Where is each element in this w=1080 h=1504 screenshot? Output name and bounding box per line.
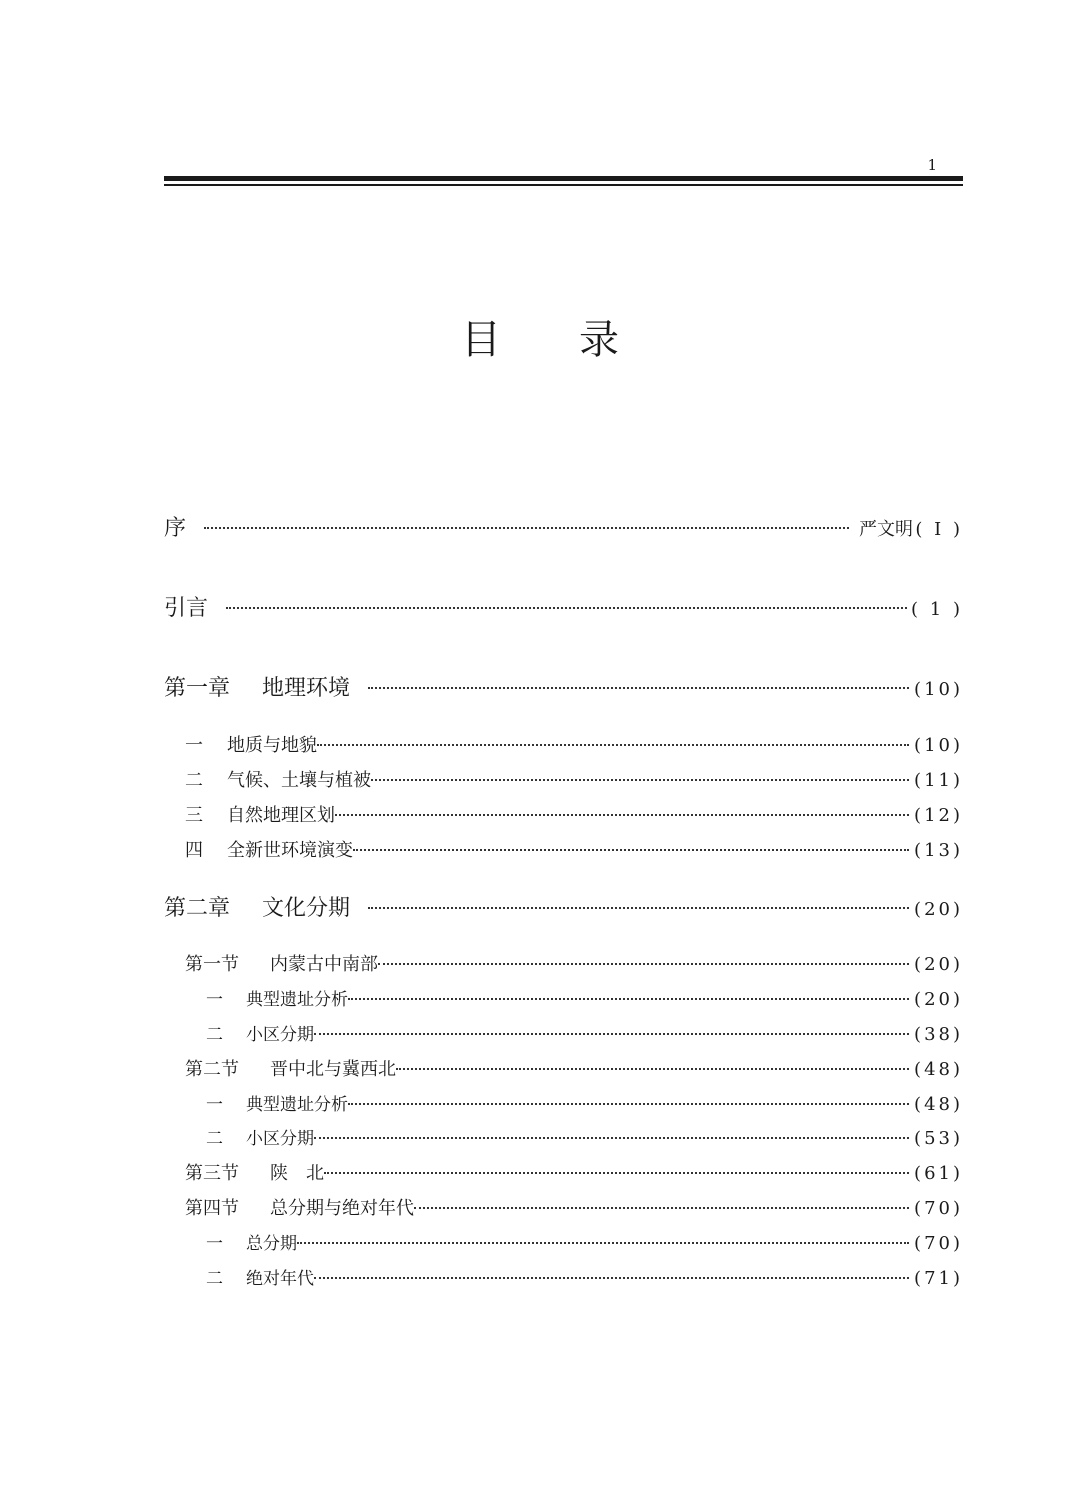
toc-entry-2-1-2[interactable]	[164, 1022, 963, 1048]
toc-page: (71)	[914, 1268, 963, 1289]
leader-dots	[396, 1068, 909, 1070]
toc-entry-2-2-2[interactable]	[164, 1126, 963, 1152]
toc-page: (48)	[914, 1094, 963, 1115]
toc-number: 第一节	[185, 954, 239, 975]
leader-dots	[378, 963, 909, 965]
toc-number: 二	[185, 770, 203, 791]
toc-label: 总分期	[246, 1234, 297, 1254]
toc-entry-1-1[interactable]	[164, 733, 963, 759]
leader-dots	[226, 607, 907, 609]
toc-label: 典型遗址分析	[246, 990, 348, 1010]
leader-dots	[348, 998, 909, 1000]
toc-number: 一	[185, 735, 203, 756]
toc-page: (61)	[914, 1163, 963, 1184]
leader-dots	[353, 849, 909, 851]
toc-label: 小区分期	[246, 1129, 314, 1149]
toc-page: (53)	[914, 1128, 963, 1149]
toc-entry-intro[interactable]	[164, 594, 963, 624]
toc-label: 晋中北与冀西北	[270, 1059, 396, 1080]
toc-entry-chapter-1[interactable]	[164, 674, 963, 704]
toc-number: 第二节	[185, 1059, 239, 1080]
toc-entry-2-1-1[interactable]	[164, 987, 963, 1013]
leader-dots	[324, 1172, 909, 1174]
leader-dots	[314, 1137, 909, 1139]
toc-entry-section-3[interactable]	[164, 1161, 963, 1187]
leader-dots	[335, 814, 909, 816]
toc-page: (20)	[914, 899, 963, 920]
toc-number: 四	[185, 840, 203, 861]
toc-page: (13)	[914, 840, 963, 861]
toc-entry-chapter-2[interactable]	[164, 894, 963, 924]
toc-number: 第四节	[185, 1198, 239, 1219]
header-rule-thin	[164, 184, 963, 186]
toc-page: (70)	[914, 1198, 963, 1219]
toc-entry-section-1[interactable]	[164, 952, 963, 978]
toc-number: 一	[206, 990, 223, 1010]
toc-label: 地质与地貌	[227, 735, 317, 756]
leader-dots	[314, 1277, 909, 1279]
leader-dots	[368, 687, 909, 689]
toc-entry-1-2[interactable]	[164, 768, 963, 794]
toc-entry-section-4[interactable]	[164, 1196, 963, 1222]
toc-entry-2-2-1[interactable]	[164, 1092, 963, 1118]
header-rule-thick	[164, 176, 963, 181]
toc-number: 一	[206, 1234, 223, 1254]
toc-entry-preface[interactable]	[164, 514, 963, 544]
toc-label: 小区分期	[246, 1025, 314, 1045]
toc-author: 严文明	[859, 519, 913, 540]
toc-number: 三	[185, 805, 203, 826]
toc-entry-1-3[interactable]	[164, 803, 963, 829]
toc-page: (10)	[914, 735, 963, 756]
toc-label: 绝对年代	[246, 1269, 314, 1289]
toc-number: 二	[206, 1025, 223, 1045]
leader-dots	[317, 744, 909, 746]
toc-page: (10)	[914, 679, 963, 700]
toc-page: (48)	[914, 1059, 963, 1080]
toc-page: (70)	[914, 1233, 963, 1254]
toc-label: 全新世环境演变	[227, 840, 353, 861]
toc-entry-2-4-1[interactable]	[164, 1231, 963, 1257]
toc-number: 二	[206, 1129, 223, 1149]
toc-page: (38)	[914, 1024, 963, 1045]
page-title: 目录	[461, 317, 697, 363]
toc-label: 地理环境	[262, 676, 351, 701]
toc-entry-2-4-2[interactable]	[164, 1266, 963, 1292]
toc-number: 第一章	[164, 676, 231, 701]
toc-label: 气候、土壤与植被	[227, 770, 371, 791]
toc-number: 二	[206, 1269, 223, 1289]
toc-number: 一	[206, 1095, 223, 1115]
leader-dots	[414, 1207, 909, 1209]
toc-page: (11)	[914, 770, 963, 791]
toc-page: ( 1 )	[911, 599, 963, 620]
leader-dots	[368, 907, 909, 909]
toc-label: 内蒙古中南部	[270, 954, 378, 975]
toc-label: 陕 北	[270, 1163, 324, 1184]
toc-entry-section-2[interactable]	[164, 1057, 963, 1083]
toc-page: (20)	[914, 954, 963, 975]
toc-label: 文化分期	[262, 896, 351, 921]
toc-entry-1-4[interactable]	[164, 838, 963, 864]
toc-label: 引言	[164, 596, 209, 621]
toc-number: 第二章	[164, 896, 231, 921]
leader-dots	[204, 527, 849, 529]
leader-dots	[314, 1033, 909, 1035]
toc-page: (12)	[914, 805, 963, 826]
toc-label: 序	[164, 516, 187, 541]
leader-dots	[297, 1242, 909, 1244]
toc-label: 自然地理区划	[227, 805, 335, 826]
toc-page: (20)	[914, 989, 963, 1010]
toc-number: 第三节	[185, 1163, 239, 1184]
leader-dots	[348, 1103, 909, 1105]
page-number: 1	[927, 156, 937, 174]
toc-label: 总分期与绝对年代	[270, 1198, 414, 1219]
leader-dots	[371, 779, 909, 781]
toc-label: 典型遗址分析	[246, 1095, 348, 1115]
toc-page: ( Ⅰ )	[915, 519, 963, 540]
